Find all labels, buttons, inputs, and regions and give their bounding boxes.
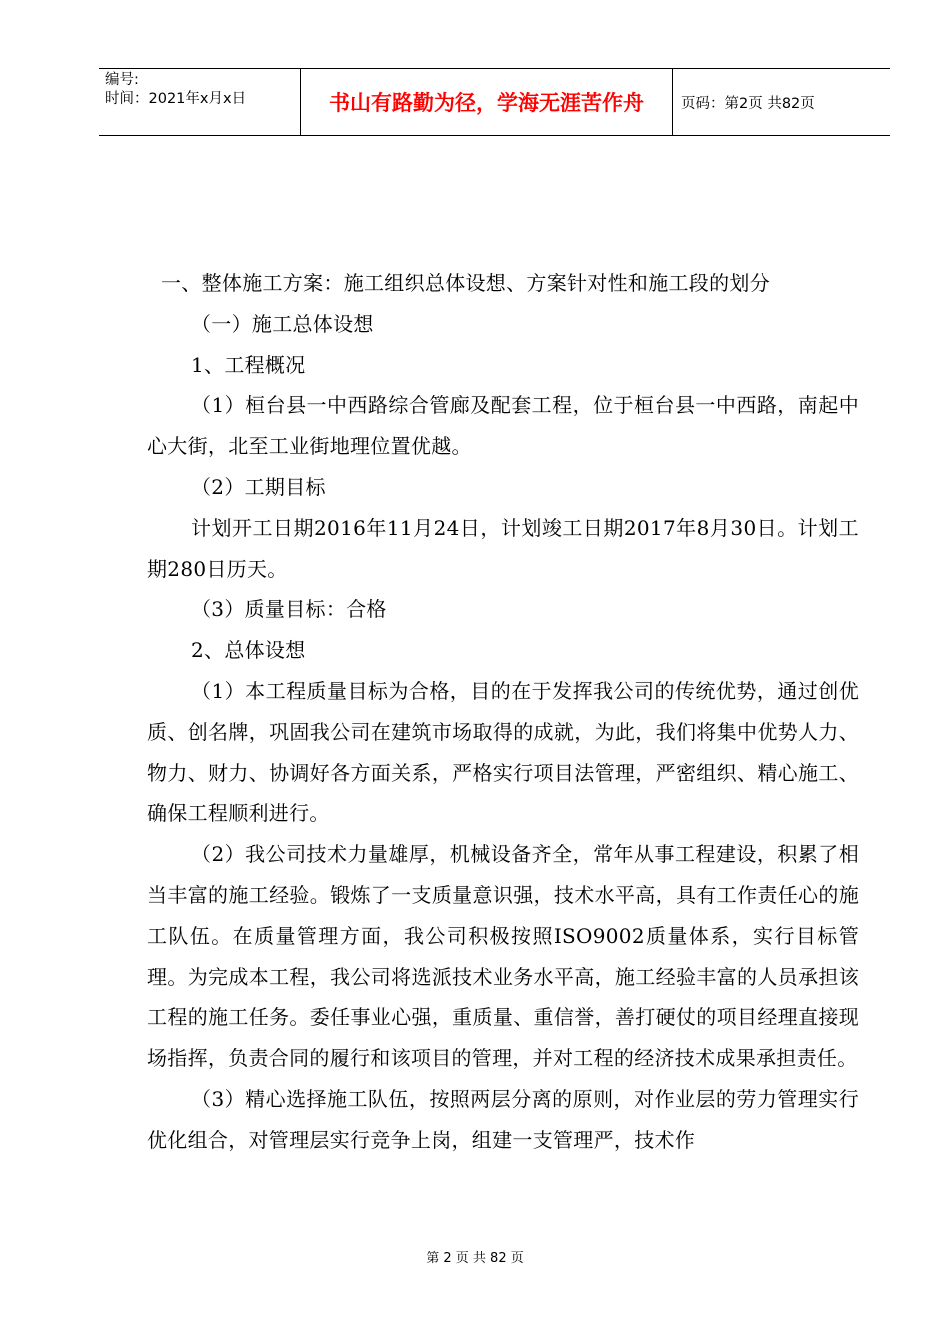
document-body — [147, 263, 859, 1161]
motto-cell — [301, 69, 673, 135]
paragraph: 计划开工日期2016年11月24日，计划竣工日期2017年8月30日。计划工期280日历天。 — [147, 515, 859, 581]
number-label: 编号: — [105, 72, 139, 88]
section-heading: 一、整体施工方案：施工组织总体设想、方案针对性和施工段的划分 — [161, 271, 770, 295]
item-heading: 1、工程概况 — [191, 352, 306, 377]
item-heading: （2）工期目标 — [191, 474, 326, 499]
paragraph: （3）精心选择施工队伍，按照两层分离的原则，对作业层的劳力管理实行优化组合，对管理层实行竞争上岗，组建一支管理严，技术作 — [147, 1086, 859, 1152]
page-footer — [0, 1247, 950, 1266]
time-label: 时间：2021年x月x日 — [105, 91, 247, 107]
item-heading: 2、总体设想 — [191, 638, 306, 663]
page-code-text: 页码：第2页 共82页 — [681, 95, 815, 112]
header-meta-cell — [99, 69, 301, 135]
item-heading: （3）质量目标：合格 — [191, 597, 387, 622]
paragraph: （1）桓台县一中西路综合管廊及配套工程，位于桓台县一中西路，南起中心大街，北至工业街地理位置优越。 — [147, 393, 859, 459]
header-table — [99, 68, 890, 136]
paragraph: （2）我公司技术力量雄厚，机械设备齐全，常年从事工程建设，积累了相当丰富的施工经验。锻炼了一支质量意识强，技术水平高，具有工作责任心的施工队伍。在质量管理方面，我公司积极按照ISO9002质量体系，实行目标管理。为完成本工程，我公司将选派技术业务水平高，施工经验丰富的人员承担该工程的施工任务。委任事业心强，重质量、重信誉，善打硬仗的项目经理直接现场指挥，负责合同的履行和该项目的管理，并对工程的经济技术成果承担责任。 — [147, 842, 859, 1071]
motto-text: 书山有路勤为径，学海无涯苦作舟 — [329, 91, 644, 115]
page-code-cell — [673, 69, 890, 135]
footer-page-number: 第 2 页 共 82 页 — [426, 1251, 524, 1266]
subsection-heading: （一）施工总体设想 — [191, 311, 374, 336]
paragraph: （1）本工程质量目标为合格，目的在于发挥我公司的传统优势，通过创优质、创名牌，巩固我公司在建筑市场取得的成就，为此，我们将集中优势人力、物力、财力、协调好各方面关系，严格实行项目法管理，严密组织、精心施工、确保工程顺利进行。 — [147, 678, 859, 826]
